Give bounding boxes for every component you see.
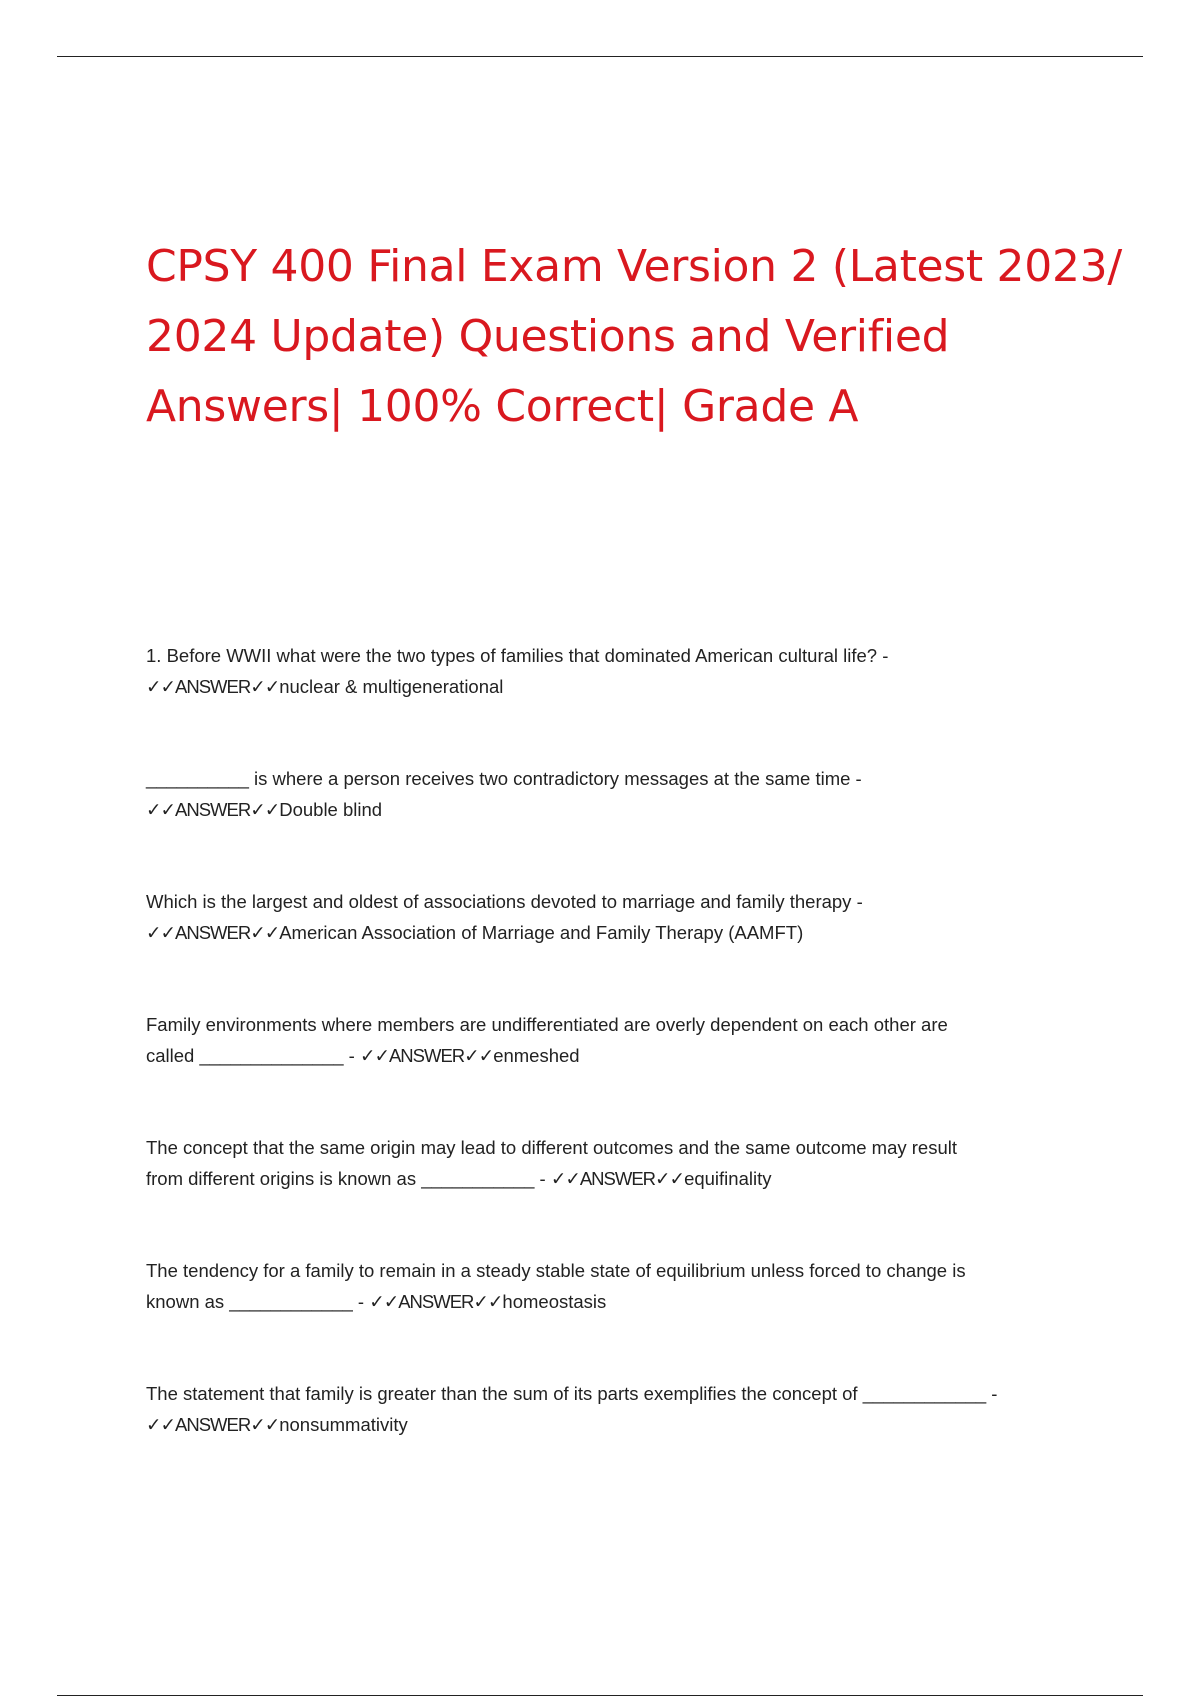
answer-marker: ✓✓ANSWER✓✓ xyxy=(550,1168,685,1189)
answer-marker: ✓✓ANSWER✓✓ xyxy=(146,1414,280,1435)
answer-marker: ✓✓ANSWER✓✓ xyxy=(369,1291,503,1312)
answer-text: homeostasis xyxy=(502,1291,607,1312)
qa-item xyxy=(146,1009,1086,1132)
answer-marker: ✓✓ANSWER✓✓ xyxy=(146,922,280,943)
qa-item xyxy=(146,1378,1086,1501)
answer-marker: ✓✓ANSWER✓✓ xyxy=(146,799,280,820)
question-text: Which is the largest and oldest of associations devoted to marriage and family therapy - xyxy=(146,891,863,912)
title-line: CPSY 400 Final Exam Version 2 (Latest 2023/ xyxy=(146,241,1122,292)
answer-text: equifinality xyxy=(684,1168,772,1189)
question-text-continued: known as ____________ - xyxy=(146,1291,370,1312)
answer-text: Double blind xyxy=(279,799,383,820)
answer-line xyxy=(146,1286,1086,1317)
question-text: 1. Before WWII what were the two types of families that dominated American cultural life? - xyxy=(146,645,889,666)
answer-line xyxy=(146,1163,1086,1194)
header-rule xyxy=(57,56,1143,57)
answer-text: nonsummativity xyxy=(279,1414,408,1435)
qa-item xyxy=(146,1132,1086,1255)
answer-line xyxy=(146,794,1086,825)
question-text: Family environments where members are undifferentiated are overly dependent on each other are xyxy=(146,1014,948,1035)
qa-item xyxy=(146,1255,1086,1378)
answer-text: enmeshed xyxy=(493,1045,580,1066)
answer-text: nuclear & multigenerational xyxy=(279,676,504,697)
question-text: The tendency for a family to remain in a steady stable state of equilibrium unless forced to change is xyxy=(146,1260,966,1281)
question-text: __________ is where a person receives two contradictory messages at the same time - xyxy=(146,768,862,789)
answer-line xyxy=(146,1040,1086,1071)
document-title xyxy=(146,232,1122,442)
qa-list xyxy=(146,640,1086,1501)
answer-marker: ✓✓ANSWER✓✓ xyxy=(146,676,280,697)
title-line: Answers| 100% Correct| Grade A xyxy=(146,381,859,432)
answer-line xyxy=(146,1409,1086,1440)
qa-item xyxy=(146,763,1086,886)
qa-item xyxy=(146,886,1086,1009)
answer-line xyxy=(146,671,1086,702)
qa-item xyxy=(146,640,1086,763)
footer-rule xyxy=(57,1695,1143,1696)
answer-marker: ✓✓ANSWER✓✓ xyxy=(359,1045,494,1066)
question-text-continued: called ______________ - xyxy=(146,1045,360,1066)
title-line: 2024 Update) Questions and Verified xyxy=(146,311,950,362)
answer-text: American Association of Marriage and Family Therapy (AAMFT) xyxy=(279,922,804,943)
question-text-continued: from different origins is known as ___________ - xyxy=(146,1168,551,1189)
question-text: The statement that family is greater than the sum of its parts exemplifies the concept of ____________ - xyxy=(146,1383,998,1404)
question-text: The concept that the same origin may lead to different outcomes and the same outcome may result xyxy=(146,1137,958,1158)
answer-line xyxy=(146,917,1086,948)
